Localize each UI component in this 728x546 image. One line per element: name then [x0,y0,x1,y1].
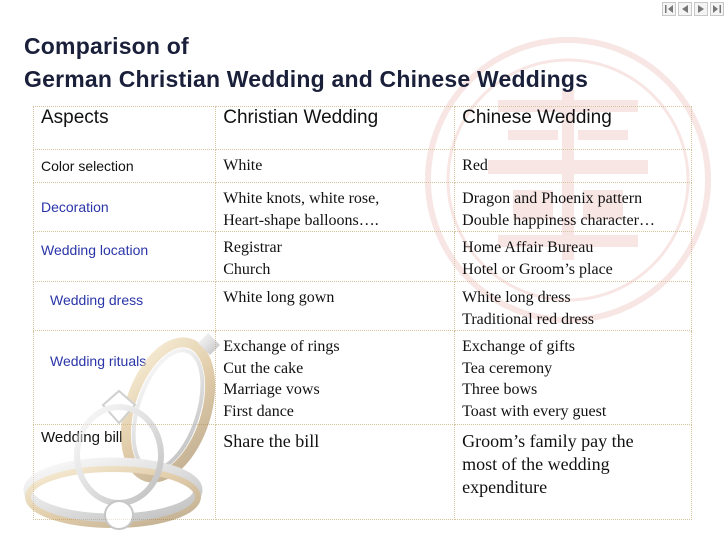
aspect-wedding-dress: Wedding dress [34,282,216,331]
table-row [34,282,692,331]
cell-line: Registrar [223,239,282,256]
aspect-wedding-bill: Wedding bill [34,425,216,520]
chinese-color-selection [455,150,692,183]
last-slide-icon[interactable] [710,2,724,16]
cell-line: most of the wedding [462,454,610,474]
first-slide-icon[interactable] [662,2,676,16]
cell-line: White long dress [462,289,571,306]
header-christian-wedding: Christian Wedding [216,107,455,150]
cell-line: Hotel or Groom’s place [462,260,613,278]
cell-line: Dragon and Phoenix pattern [462,190,643,207]
chinese-wedding-rituals [455,331,692,425]
christian-color-selection [216,150,455,183]
page-title [24,30,588,96]
table-row [34,183,692,232]
chinese-wedding-location [455,232,692,282]
aspect-wedding-rituals: Wedding rituals [34,331,216,425]
comparison-table [33,106,692,520]
cell-line: Toast with every guest [462,402,607,420]
cell-line: White long gown [223,289,335,306]
christian-wedding-dress [216,282,455,331]
cell-line: Marriage vows [223,381,320,398]
cell-line: Groom’s family pay the [462,431,634,451]
slide-navigation [662,2,724,16]
chinese-wedding-dress [455,282,692,331]
cell-line: First dance [223,402,294,420]
cell-line: expenditure [462,477,548,497]
cell-line: Heart-shape balloons…. [223,211,379,229]
previous-slide-icon[interactable] [678,2,692,16]
next-slide-icon[interactable] [694,2,708,16]
cell-line: Three bows [462,381,538,398]
cell-line: Cut the cake [223,359,304,377]
aspect-decoration: Decoration [34,183,216,232]
title-line-2: German Christian Wedding and Chinese Weddings [24,66,589,92]
aspect-color-selection: Color selection [34,150,216,183]
christian-wedding-bill [216,425,455,520]
cell-line: Church [223,260,271,278]
cell-line: Exchange of gifts [462,338,575,355]
cell-line: Traditional red dress [462,310,594,328]
cell-line: White [223,157,263,174]
aspect-wedding-location: Wedding location [34,232,216,282]
cell-line: Home Affair Bureau [462,239,594,256]
cell-line: Share the bill [223,431,320,451]
cell-line: Tea ceremony [462,359,553,377]
cell-line: Double happiness character… [462,211,655,229]
title-line-1: Comparison of [24,33,189,59]
cell-line: Red [462,157,488,174]
table-row [34,331,692,425]
christian-wedding-rituals [216,331,455,425]
cell-line: Exchange of rings [223,338,340,355]
christian-wedding-location [216,232,455,282]
table-header-row [34,107,692,150]
header-aspects: Aspects [34,107,216,150]
table-row [34,425,692,520]
christian-decoration [216,183,455,232]
cell-line: White knots, white rose, [223,190,380,207]
chinese-wedding-bill [455,425,692,520]
chinese-decoration [455,183,692,232]
table-row [34,232,692,282]
table-row [34,150,692,183]
header-chinese-wedding: Chinese Wedding [455,107,692,150]
